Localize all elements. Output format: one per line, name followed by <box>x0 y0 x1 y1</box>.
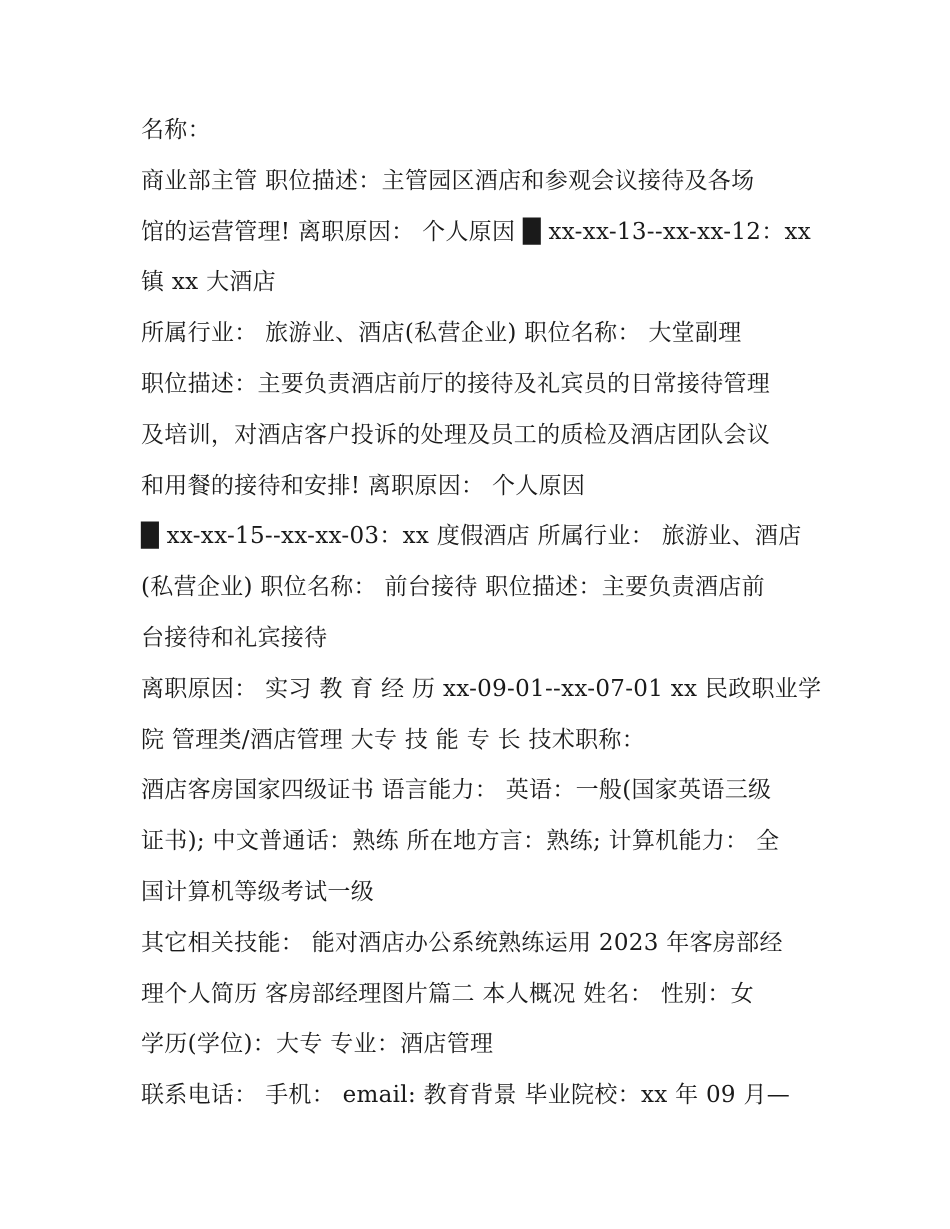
text-line: █ xx-xx-15--xx-xx-03：xx 度假酒店 所属行业： 旅游业、酒店 <box>141 523 802 550</box>
text-line: 联系电话： 手机： email: 教育背景 毕业院校：xx 年 09 月— <box>141 1082 791 1109</box>
text-line: (私营企业) 职位名称： 前台接待 职位描述：主要负责酒店前 <box>141 574 765 601</box>
text-line: 所属行业： 旅游业、酒店(私营企业) 职位名称： 大堂副理 <box>141 320 742 347</box>
text-line: 和用餐的接待和安排! 离职原因： 个人原因 <box>141 472 586 499</box>
text-line: 酒店客房国家四级证书 语言能力： 英语：一般(国家英语三级 <box>141 777 772 804</box>
text-line: 证书); 中文普通话：熟练 所在地方言：熟练; 计算机能力： 全 <box>141 828 780 855</box>
text-line: 院 管理类/酒店管理 大专 技 能 专 长 技术职称： <box>141 726 646 753</box>
document-body <box>141 105 821 1121</box>
text-line: 学历(学位)：大专 专业：酒店管理 <box>141 1031 494 1058</box>
text-line: 馆的运营管理! 离职原因： 个人原因 █ xx-xx-13--xx-xx-12：xx <box>141 218 812 245</box>
text-line: 镇 xx 大酒店 <box>141 269 276 296</box>
text-line: 商业部主管 职位描述：主管园区酒店和参观会议接待及各场 <box>141 167 755 194</box>
text-line: 名称： <box>141 117 211 143</box>
text-line: 台接待和礼宾接待 <box>141 624 328 651</box>
text-line: 及培训，对酒店客户投诉的处理及员工的质检及酒店团队会议 <box>141 421 771 448</box>
text-line: 国计算机等级考试一级 <box>141 878 374 905</box>
text-line: 离职原因： 实习 教 育 经 历 xx-09-01--xx-07-01 xx 民政职业学 <box>141 675 822 702</box>
text-line: 理个人简历 客房部经理图片篇二 本人概况 姓名： 性别：女 <box>141 980 754 1007</box>
text-line: 其它相关技能： 能对酒店办公系统熟练运用 2023 年客房部经 <box>141 929 783 956</box>
text-line: 职位描述：主要负责酒店前厅的接待及礼宾员的日常接待管理 <box>141 370 771 397</box>
